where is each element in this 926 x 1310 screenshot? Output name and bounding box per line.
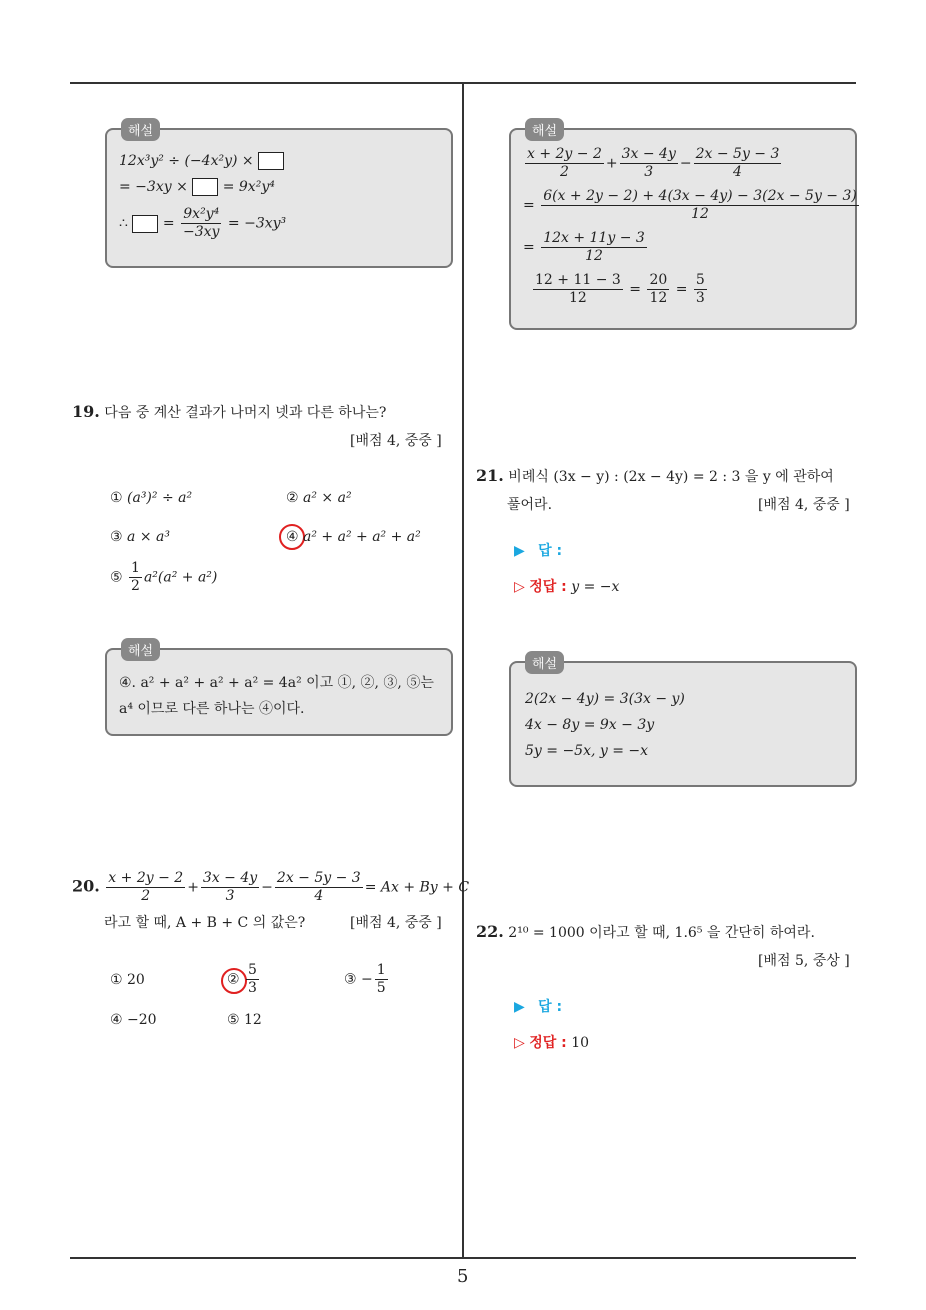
q22-correct-row: ▷ 정답 : 10 bbox=[514, 1035, 590, 1051]
q21-sol-line2: 4x − 8y = 9x − 3y bbox=[525, 717, 655, 733]
q21-sol-line1: 2(2x − 4y) = 3(3x − y) bbox=[525, 691, 685, 707]
blank-box bbox=[192, 178, 218, 196]
fraction: $\frac{3x - 4y}{3}$ bbox=[202, 870, 258, 904]
explanation-tag: 해설 bbox=[121, 638, 160, 661]
fraction: $\frac{\text{9x²y⁴}}{-3xy}$ bbox=[183, 206, 220, 240]
q20-sol-line4: $\frac{12 + 11 - 3}{12}$ = $\frac{20}{12}$ = $\frac{5}{3}$ bbox=[535, 272, 705, 306]
q19-score: [배점 4, 중중 ] bbox=[350, 433, 442, 449]
triangle-outline-icon: ▷ bbox=[514, 579, 525, 595]
explanation-tag: 해설 bbox=[525, 651, 564, 674]
explanation-tag: 해설 bbox=[525, 118, 564, 141]
fraction: $\frac{5}{3}$ bbox=[248, 962, 257, 996]
q19-option-1[interactable]: ① (a³)² ÷ a² bbox=[110, 490, 193, 506]
q21-correct-row: ▷ 정답 : y = −x bbox=[514, 579, 620, 595]
column-divider bbox=[462, 84, 464, 1258]
q21-sol-line3: 5y = −5x, y = −x bbox=[525, 743, 649, 759]
q22-text: 2¹⁰ = 1000 이라고 할 때, 1.6⁵ 을 간단히 하여라. bbox=[508, 925, 815, 941]
q20-option-4[interactable]: ④ −20 bbox=[110, 1012, 157, 1028]
play-icon: ▶ bbox=[514, 999, 525, 1015]
q20-solution-box bbox=[509, 124, 857, 330]
blank-box bbox=[258, 152, 284, 170]
q21-answer-row[interactable]: ▶ 답 : bbox=[514, 543, 563, 559]
q19-option-4[interactable]: ④ a² + a² + a² + a² bbox=[286, 529, 421, 545]
q20-sol-line1: $\frac{x + 2y - 2}{2}$ + $\frac{3x - 4y}{3}$ − $\frac{2x - 5y - 3}{4}$ bbox=[527, 146, 780, 180]
q19-option-5[interactable]: ⑤ $\frac{1}{2}$ a²(a² + a²) bbox=[110, 560, 218, 594]
q21-header: 21. 비례식 (3x − y) : (2x − 4y) = 2 : 3 을 y 에 관하여 bbox=[476, 466, 834, 485]
q19-option-3[interactable]: ③ a × a³ bbox=[110, 529, 170, 545]
q22-score: [배점 5, 중상 ] bbox=[758, 953, 850, 969]
fraction: $\frac{2x - 5y - 3}{4}$ bbox=[276, 870, 361, 904]
explanation-tag: 해설 bbox=[121, 118, 160, 141]
q20-score: [배점 4, 중중 ] bbox=[350, 915, 442, 931]
triangle-outline-icon: ▷ bbox=[514, 1035, 525, 1051]
blank-box bbox=[132, 215, 158, 233]
q22-answer-row[interactable]: ▶ 답 : bbox=[514, 999, 563, 1015]
q21-text2: 풀어라. bbox=[507, 497, 553, 513]
bottom-rule bbox=[70, 1257, 856, 1259]
q20-option-5[interactable]: ⑤ 12 bbox=[227, 1012, 262, 1028]
q22-header: 22. 2¹⁰ = 1000 이라고 할 때, 1.6⁵ 을 간단히 하여라. bbox=[476, 922, 815, 941]
fraction: $\frac{1}{5}$ bbox=[376, 962, 386, 996]
play-icon: ▶ bbox=[514, 543, 525, 559]
q19-text: 다음 중 계산 결과가 나머지 넷과 다른 하나는? bbox=[104, 405, 387, 421]
q20-line2: 라고 할 때, A + B + C 의 값은? bbox=[104, 915, 306, 931]
fraction: $\frac{x + 2y - 2}{2}$ bbox=[108, 870, 184, 904]
q20-header: 20. $\frac{x + 2y - 2}{2}$ + $\frac{3x - 4y}{3}$ − $\frac{2x - 5y - 3}{4}$ = Ax + By + C bbox=[72, 870, 470, 904]
q18-sol-line2: = −3xy × = 9x²y⁴ bbox=[119, 179, 275, 195]
q18-solution-box bbox=[105, 124, 453, 268]
q19-option-2[interactable]: ② a² × a² bbox=[286, 490, 352, 506]
q19-header: 19. 다음 중 계산 결과가 나머지 넷과 다른 하나는? bbox=[72, 402, 387, 421]
q21-solution-box bbox=[509, 657, 857, 787]
q20-option-2[interactable]: ② $\frac{5}{3}$ bbox=[227, 962, 257, 996]
q19-sol-line2: a⁴ 이므로 다른 하나는 ④이다. bbox=[119, 701, 305, 717]
q21-score: [배점 4, 중중 ] bbox=[758, 497, 850, 513]
q18-sol-line1: 12x³y² ÷ (−4x²y) × bbox=[119, 152, 284, 170]
q20-option-1[interactable]: ① 20 bbox=[110, 972, 145, 988]
q21-text: 비례식 (3x − y) : (2x − 4y) = 2 : 3 을 y 에 관하여 bbox=[508, 469, 834, 485]
q20-sol-line3: = $\frac{12x + 11y - 3}{12}$ bbox=[523, 230, 645, 264]
q20-option-3[interactable]: ③ − $\frac{1}{5}$ bbox=[344, 962, 386, 996]
q20-sol-line2: = $\frac{6(x + 2y - 2) + 4(3x - 4y) - 3(2x - 5y - 3)}{12}$ bbox=[523, 188, 857, 222]
q19-sol-line1: ④. a² + a² + a² + a² = 4a² 이고 ①, ②, ③, ⑤는 bbox=[119, 675, 434, 691]
fraction: $\frac{1}{2}$ bbox=[131, 560, 140, 594]
page-number: 5 bbox=[457, 1266, 469, 1287]
q18-sol-line3: ∴ = $\frac{\text{9x²y⁴}}{-3xy}$ = −3xy³ bbox=[119, 206, 287, 240]
q19-solution-box bbox=[105, 644, 453, 736]
